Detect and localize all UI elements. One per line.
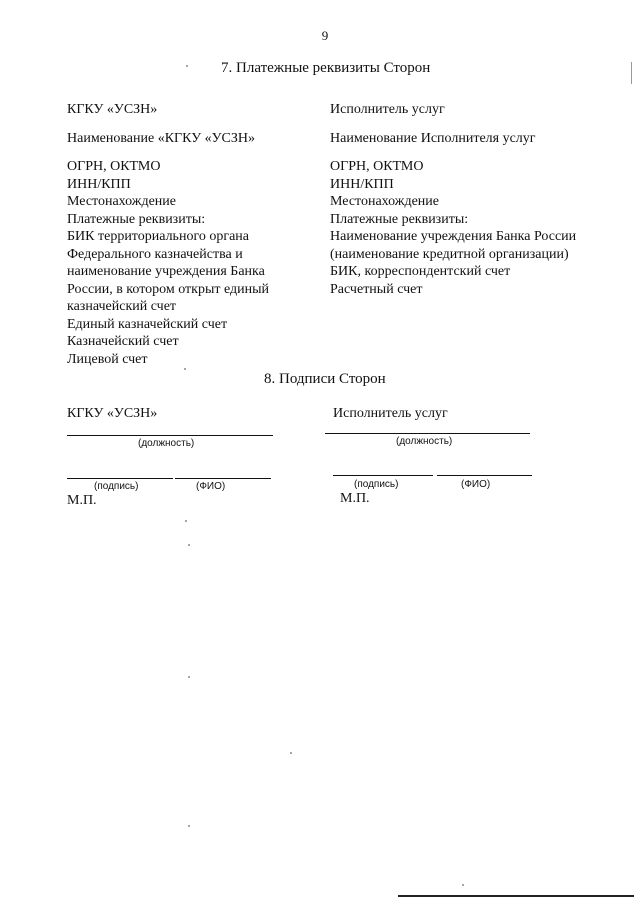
scan-speck bbox=[184, 368, 186, 370]
left-requisite-line: БИК территориального органа bbox=[67, 229, 249, 244]
right-party-title: Исполнитель услуг bbox=[330, 102, 445, 117]
left-requisite-line: Местонахождение bbox=[67, 194, 177, 209]
right-requisite-line: (наименование кредитной организации) bbox=[330, 246, 569, 262]
left-party-name-label: Наименование «КГКУ «УСЗН» bbox=[67, 130, 255, 146]
right-requisite-line: ОГРН, ОКТМО bbox=[330, 159, 424, 174]
section-7-right-column bbox=[330, 101, 576, 298]
page-number: 9 bbox=[321, 28, 329, 43]
right-name-line bbox=[437, 475, 532, 476]
left-party-title: КГКУ «УСЗН» bbox=[67, 102, 158, 117]
left-requisite-line: ИНН/КПП bbox=[67, 176, 131, 192]
right-party-name-label: Наименование Исполнителя услуг bbox=[330, 130, 536, 146]
left-position-line bbox=[67, 435, 273, 436]
left-requisite-line: Лицевой счет bbox=[67, 351, 148, 367]
right-name-caption: (ФИО) bbox=[461, 479, 491, 490]
right-requisite-line: Наименование учреждения Банка России bbox=[330, 229, 577, 244]
left-requisite-line: наименование учреждения Банка bbox=[67, 264, 265, 279]
left-requisite-line: Единый казначейский счет bbox=[67, 316, 228, 332]
right-requisite-line: Платежные реквизиты: bbox=[330, 211, 469, 227]
left-requisite-line: Платежные реквизиты: bbox=[67, 211, 206, 227]
section-7-heading: 7. Платежные реквизиты Сторон bbox=[221, 60, 431, 76]
scan-edge-mark bbox=[631, 62, 632, 84]
right-requisite-line: ИНН/КПП bbox=[330, 176, 394, 192]
section-7-left-column bbox=[67, 101, 269, 368]
left-signatory-title: КГКУ «УСЗН» bbox=[67, 406, 158, 421]
left-stamp-label: М.П. bbox=[67, 493, 97, 508]
right-signature-line bbox=[333, 475, 433, 476]
scan-speck bbox=[185, 520, 187, 522]
right-requisite-line: Расчетный счет bbox=[330, 281, 423, 297]
left-requisite-line: Федерального казначейства и bbox=[67, 246, 243, 262]
scan-bottom-edge bbox=[398, 895, 634, 897]
right-stamp-label: М.П. bbox=[340, 491, 370, 506]
right-signature-caption: (подпись) bbox=[354, 479, 399, 490]
right-requisite-line: Местонахождение bbox=[330, 194, 440, 209]
left-requisite-line: казначейский счет bbox=[67, 299, 177, 314]
left-signature-caption: (подпись) bbox=[94, 481, 139, 492]
right-signatory-title: Исполнитель услуг bbox=[333, 406, 448, 421]
left-name-line bbox=[175, 478, 271, 479]
left-requisite-line: Казначейский счет bbox=[67, 334, 179, 349]
left-name-caption: (ФИО) bbox=[196, 481, 226, 492]
left-signature-line bbox=[67, 478, 173, 479]
left-requisite-line: ОГРН, ОКТМО bbox=[67, 159, 161, 174]
right-position-caption: (должность) bbox=[396, 436, 453, 447]
scan-speck bbox=[290, 752, 292, 754]
right-position-line bbox=[325, 433, 530, 434]
scan-speck bbox=[188, 676, 190, 678]
left-requisite-line: России, в котором открыт единый bbox=[67, 281, 270, 297]
scan-speck bbox=[462, 884, 464, 886]
scan-speck bbox=[188, 544, 190, 546]
section-8-heading: 8. Подписи Сторон bbox=[264, 371, 386, 387]
scan-speck bbox=[186, 65, 188, 67]
scan-speck bbox=[188, 825, 190, 827]
right-requisite-line: БИК, корреспондентский счет bbox=[330, 264, 511, 279]
left-position-caption: (должность) bbox=[138, 438, 195, 449]
